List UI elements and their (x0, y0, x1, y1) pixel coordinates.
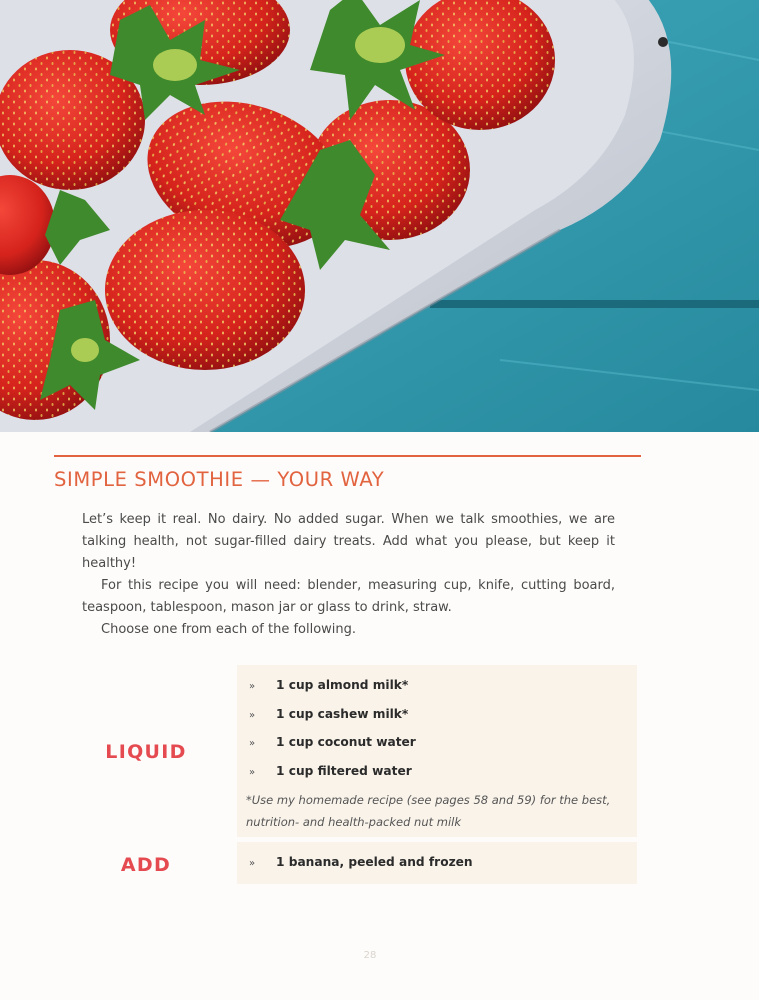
bullet-icon: » (249, 710, 256, 721)
instruction-paragraph: Choose one from each of the following. (101, 622, 357, 637)
recipe-title: SIMPLE SMOOTHIE — YOUR WAY (54, 468, 385, 491)
ingredient-text: 1 cup almond milk* (276, 678, 409, 692)
bullet-icon: » (249, 858, 256, 869)
ingredient-panel-liquid (237, 665, 637, 837)
ingredient-text: 1 banana, peeled and frozen (276, 855, 473, 869)
list-item (249, 704, 408, 724)
equipment-paragraph: For this recipe you will need: blender, measuring cup, knife, cutting board, teaspoon, tablespoon, mason jar or glass to drink, straw. (82, 578, 615, 615)
bullet-icon: » (249, 681, 256, 692)
ingredient-text: 1 cup coconut water (276, 735, 416, 749)
heading-rule (54, 455, 641, 457)
list-item (249, 675, 408, 695)
nut-milk-footnote: *Use my homemade recipe (see pages 58 and 59) for the best, nutrition- and health-packed nut milk (246, 793, 611, 829)
bullet-icon: » (249, 738, 256, 749)
bullet-icon: » (249, 767, 256, 778)
ingredient-panel-add (237, 842, 637, 884)
list-item (249, 732, 416, 752)
list-item (249, 761, 412, 781)
category-label-liquid: LIQUID (105, 741, 187, 763)
ingredient-text: 1 cup filtered water (276, 764, 412, 778)
category-label-add: ADD (120, 854, 172, 876)
page-number: 28 (363, 950, 377, 961)
hero-photo-strawberries (0, 0, 759, 432)
intro-copy (82, 509, 615, 641)
ingredient-text: 1 cup cashew milk* (276, 707, 409, 721)
list-item (249, 852, 473, 872)
intro-paragraph: Let’s keep it real. No dairy. No added sugar. When we talk smoothies, we are talking health, not sugar-filled dairy treats. Add what you please, but keep it healthy! (82, 512, 615, 571)
